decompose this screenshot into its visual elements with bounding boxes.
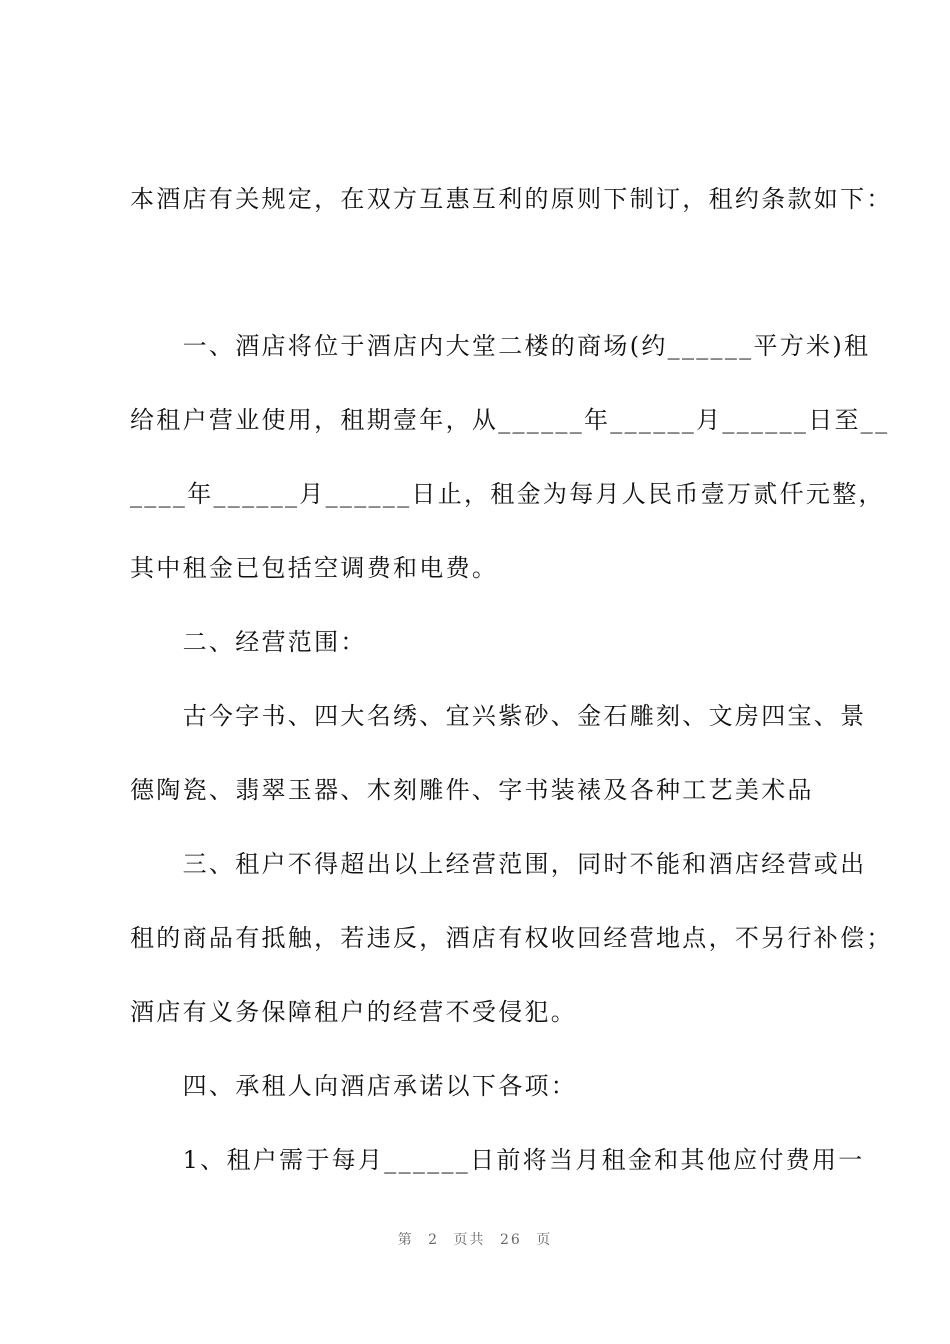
text-line: 一、酒店将位于酒店内大堂二楼的商场(约______平方米)租 (130, 332, 871, 360)
text-line: 德陶瓷、翡翠玉器、木刻雕件、字书装裱及各种工艺美术品 (130, 776, 814, 804)
text-line: ____年______月______日止，租金为每月人民币壹万贰仟元整， (130, 480, 885, 508)
text-line: 租的商品有抵触，若违反，酒店有权收回经营地点，不另行补偿； (130, 924, 893, 952)
text-line: 二、经营范围： (130, 628, 367, 656)
footer-prefix: 第 (397, 1232, 414, 1248)
text-line: 三、租户不得超出以上经营范围，同时不能和酒店经营或出 (130, 850, 867, 878)
text-line: 本酒店有关规定，在双方互惠互利的原则下制订，租约条款如下： (130, 185, 893, 213)
text-line: 酒店有义务保障租户的经营不受侵犯。 (130, 998, 578, 1026)
text-line: 四、承租人向酒店承诺以下各项： (130, 1072, 578, 1100)
footer-total-pages: 26 (500, 1232, 522, 1248)
footer-page-number: 2 (428, 1232, 440, 1248)
text-line: 古今字书、四大名绣、宜兴紫砂、金石雕刻、文房四宝、景 (130, 702, 867, 730)
text-line: 1、租户需于每月______日前将当月租金和其他应付费用一 (130, 1146, 865, 1174)
footer-suffix: 页 (536, 1232, 553, 1248)
text-line: 给租户营业使用，租期壹年，从______年______月______日至__ (130, 406, 890, 434)
footer-middle: 页共 (453, 1232, 486, 1248)
text-line: 其中租金已包括空调费和电费。 (130, 554, 499, 582)
page-footer (0, 1230, 950, 1250)
